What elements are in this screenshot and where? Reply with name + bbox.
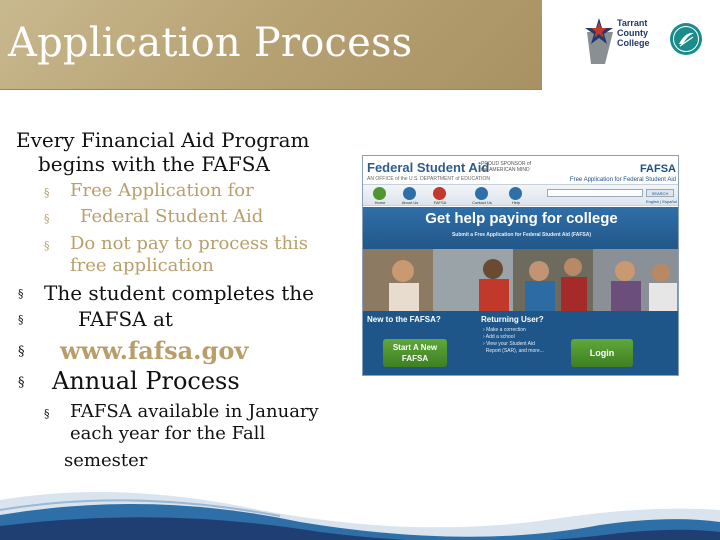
- start-new-fafsa-button[interactable]: Start A New FAFSA: [383, 339, 447, 367]
- returning-links: [483, 327, 544, 355]
- tcc-logo: [585, 16, 657, 66]
- sponsor-text: PROUD SPONSOR of the AMERICAN MIND: [481, 161, 532, 173]
- avail-line-2: each year for the Fall: [70, 423, 266, 444]
- student-photos: [363, 249, 679, 311]
- bullet-student: The student completes the: [44, 281, 314, 305]
- bullet-icon: §: [44, 212, 50, 225]
- bullet-icon: §: [44, 407, 50, 420]
- new-heading: New to the FAFSA?: [367, 315, 441, 324]
- fsa-logo-tag: AN OFFICE of the U.S. DEPARTMENT of EDUCATION: [367, 176, 490, 182]
- returning-user-panel: [481, 315, 677, 373]
- language-links[interactable]: English | Español: [646, 199, 677, 204]
- search-input[interactable]: [547, 189, 643, 197]
- home-icon[interactable]: [373, 187, 386, 200]
- fafsa-nav-icon[interactable]: [433, 187, 446, 200]
- nav-home[interactable]: Home: [374, 200, 386, 205]
- link-correction[interactable]: › Make a correction: [483, 327, 526, 333]
- fsa-logo: Federal Student Aid AN OFFICE of the U.S. DEPARTMENT of EDUCATION: [367, 160, 490, 182]
- tcc-star-icon: [585, 16, 615, 64]
- fafsa-url[interactable]: www.fafsa.gov: [60, 336, 249, 365]
- search-button[interactable]: SEARCH: [646, 189, 674, 197]
- title-band: [0, 0, 542, 90]
- bullet-icon: §: [18, 313, 24, 326]
- nav-fafsa[interactable]: FAFSA: [433, 200, 447, 205]
- logo-word-3: College: [617, 38, 650, 48]
- link-view-sar-cont[interactable]: Report (SAR), and more...: [485, 348, 544, 354]
- bullet-fafsa-at: FAFSA at: [78, 307, 173, 331]
- text-line-2: begins with the FAFSA: [38, 152, 270, 176]
- avail-line-3: semester: [64, 450, 148, 471]
- nav-contact[interactable]: Contact Us: [472, 200, 492, 205]
- bullet-icon: §: [18, 375, 25, 390]
- sub-bullet-2: Federal Student Aid: [80, 206, 264, 227]
- link-add-school[interactable]: › Add a school: [483, 334, 515, 340]
- avail-line-1: FAFSA available in January: [70, 401, 319, 422]
- sub-bullet-3-cont: free application: [70, 255, 214, 276]
- sub-bullet-3: Do not pay to process this: [70, 233, 309, 254]
- globe-icon[interactable]: [475, 187, 488, 200]
- annual-process: Annual Process: [52, 367, 240, 395]
- fsa-bottom-panel: [363, 311, 679, 376]
- nav-about[interactable]: About Us: [401, 200, 419, 205]
- logo-word-2: County: [617, 28, 648, 38]
- link-view-sar[interactable]: › View your Student Aid: [483, 341, 535, 347]
- fafsa-website-screenshot: [362, 155, 679, 376]
- banner-subtitle: Submit a Free Application for Federal Student Aid (FAFSA): [451, 232, 592, 238]
- slide-title: Application Process: [8, 20, 413, 66]
- banner-title: Get help paying for college: [425, 210, 618, 227]
- help-icon[interactable]: [509, 187, 522, 200]
- returning-heading: Returning User?: [481, 315, 544, 324]
- college-seal-icon: [669, 22, 703, 56]
- footer-wave: [0, 470, 720, 540]
- text-line-1: Every Financial Aid Program: [16, 128, 310, 152]
- bullet-icon: §: [44, 239, 50, 252]
- nav-help[interactable]: Help: [511, 200, 521, 205]
- logo-word-1: Tarrant: [617, 18, 648, 28]
- new-user-panel: [367, 315, 467, 373]
- about-icon[interactable]: [403, 187, 416, 200]
- fafsa-brand: FAFSA Free Application for Federal Student Aid: [569, 163, 676, 183]
- sub-bullet-1: Free Application for: [70, 180, 254, 201]
- fsa-header: [363, 156, 679, 184]
- login-button[interactable]: Login: [571, 339, 633, 367]
- fsa-nav-bar: [363, 184, 679, 206]
- bullet-icon: §: [18, 287, 24, 300]
- bullet-icon: §: [18, 344, 25, 359]
- bullet-icon: §: [44, 186, 50, 199]
- fsa-banner: [363, 207, 679, 249]
